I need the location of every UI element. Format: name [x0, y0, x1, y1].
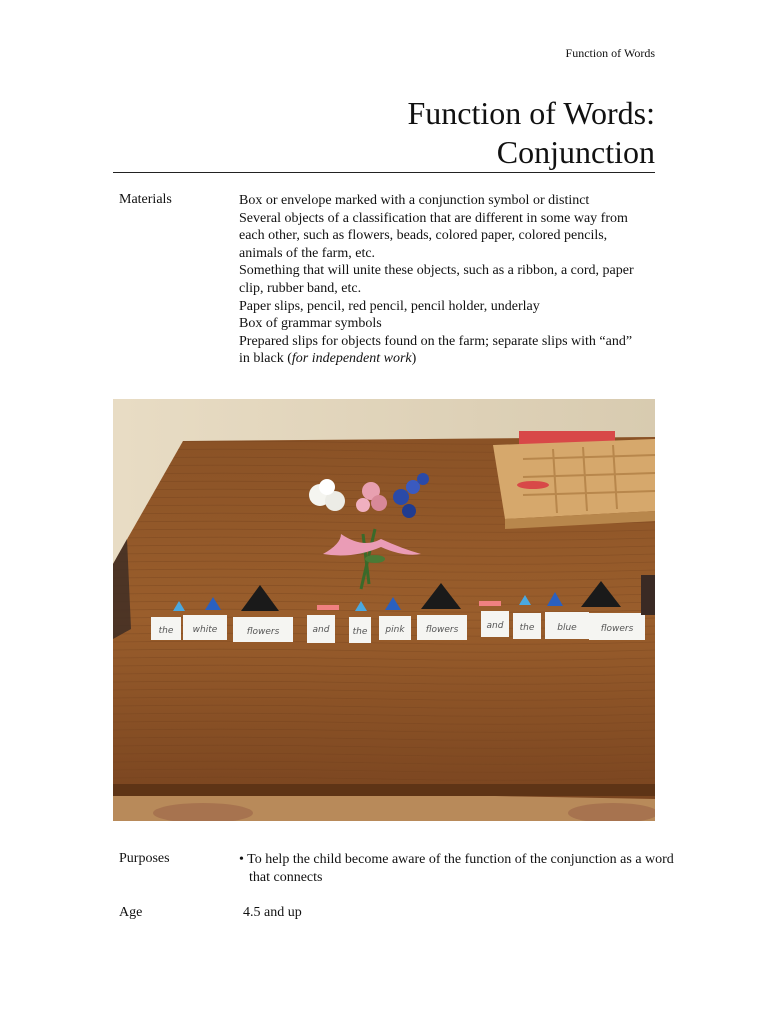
word-slip: flowers: [425, 625, 459, 635]
purposes-label: Purposes: [119, 851, 170, 866]
materials-label: Materials: [119, 192, 172, 207]
materials-line: Several objects of a classification that are different in some way from: [239, 210, 628, 226]
materials-line: animals of the farm, etc.: [239, 245, 376, 261]
word-slip: flowers: [246, 627, 280, 637]
word-slip: white: [192, 625, 218, 635]
materials-line: Paper slips, pencil, red pencil, pencil holder, underlay: [239, 298, 540, 314]
materials-line: clip, rubber band, etc.: [239, 280, 362, 296]
title-line-1: Function of Words:: [407, 95, 655, 131]
materials-line: Something that will unite these objects, such as a ribbon, a cord, paper: [239, 263, 634, 279]
purposes-bullet: • To help the child become aware of the function of the conjunction as a word that connects: [239, 852, 674, 885]
title-rule: [113, 172, 655, 173]
materials-line: each other, such as flowers, beads, colored paper, colored pencils,: [239, 228, 608, 244]
materials-photo: [113, 399, 655, 821]
materials-line-last: in black (for independent work): [239, 351, 417, 367]
word-slip: flowers: [600, 624, 634, 634]
materials-line: Box or envelope marked with a conjunction symbol or distinct: [239, 193, 590, 208]
age-label: Age: [119, 905, 143, 920]
materials-line: Box of grammar symbols: [239, 316, 382, 332]
word-slip: the: [352, 627, 368, 637]
running-header: Function of Words: [565, 46, 655, 60]
materials-list: [239, 192, 669, 368]
italic-note: for independent work: [291, 351, 412, 367]
word-slip: the: [158, 626, 174, 636]
title-line-2: Conjunction: [496, 134, 655, 170]
age-value: 4.5 and up: [243, 905, 302, 920]
materials-line: Prepared slips for objects found on the farm; separate slips with “and”: [239, 333, 633, 349]
page-title: [408, 94, 656, 172]
word-slip: and: [486, 621, 504, 631]
word-slip: blue: [557, 623, 577, 633]
word-slip: and: [312, 625, 330, 635]
word-slip: pink: [385, 625, 405, 635]
word-slip: the: [519, 623, 535, 633]
